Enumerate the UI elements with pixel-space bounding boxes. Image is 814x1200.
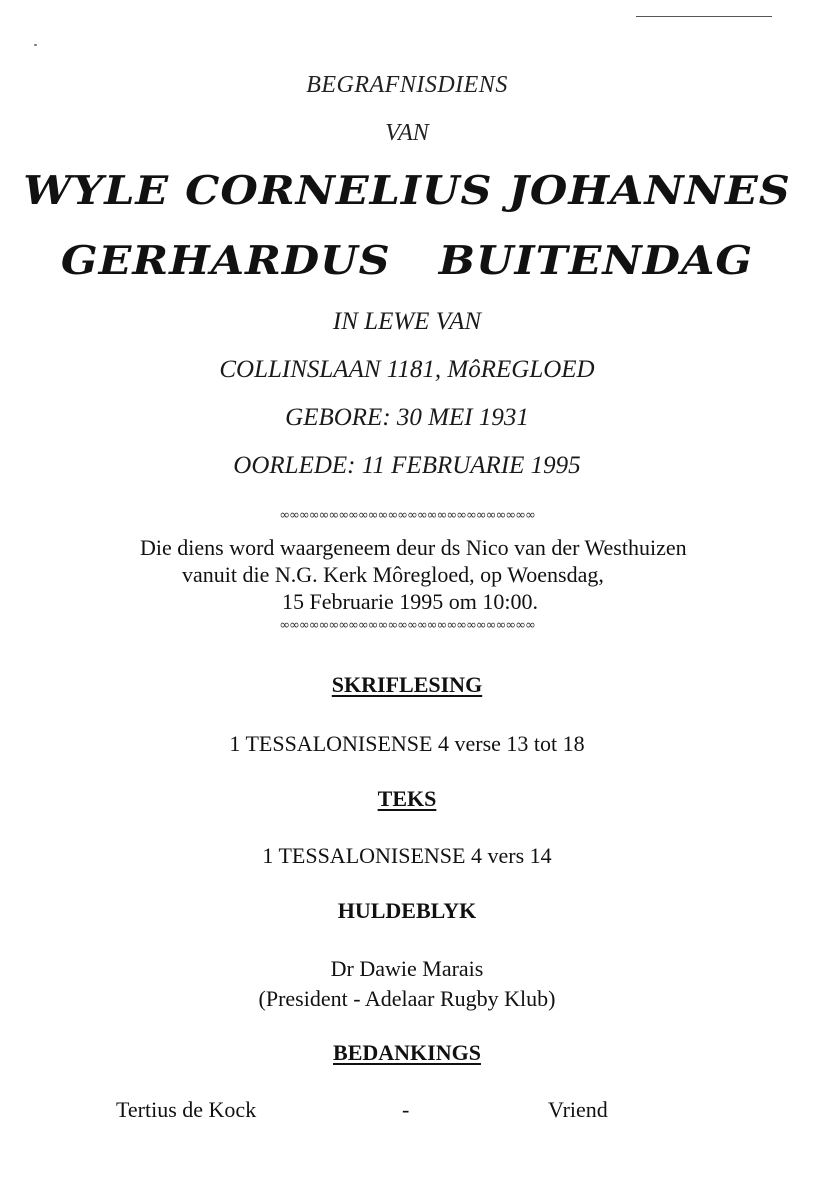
death-date: OORLEDE: 11 FEBRUARIE 1995 — [233, 452, 581, 479]
text-heading: TEKS — [377, 786, 437, 811]
scripture-heading: SKRIFLESING — [331, 672, 483, 697]
text-value: 1 TESSALONISENSE 4 vers 14 — [262, 843, 552, 868]
service-line: 15 Februarie 1995 om 10:00. — [282, 589, 539, 614]
service-details — [140, 534, 700, 615]
tribute-heading: HULDEBLYK — [337, 898, 477, 923]
in-life-of-label: IN LEWE VAN — [332, 308, 482, 335]
deceased-name-line2 — [0, 238, 814, 284]
thanks-heading: BEDANKINGS — [333, 1040, 481, 1065]
top-rule — [636, 16, 772, 17]
deceased-name-line1: WYLE CORNELIUS JOHANNES — [23, 168, 791, 214]
service-line: vanuit die N.G. Kerk Môregloed, op Woensdag, — [182, 562, 604, 587]
program-title: BEGRAFNISDIENS — [306, 72, 508, 98]
thanks-separator: - — [402, 1097, 410, 1122]
thanks-name: Tertius de Kock — [116, 1097, 257, 1122]
service-line: Die diens word waargeneem deur ds Nico van der Westhuizen — [140, 535, 687, 560]
ornament-divider: ∞∞∞∞∞∞∞∞∞∞∞∞∞∞∞∞∞∞∞∞∞∞∞∞∞∞ — [279, 508, 535, 523]
tribute-name: Dr Dawie Marais — [330, 956, 484, 981]
program-subtitle: VAN — [385, 120, 429, 146]
birth-date: GEBORE: 30 MEI 1931 — [285, 404, 529, 431]
deceased-name-first: GERHARDUS — [60, 238, 391, 284]
address: COLLINSLAAN 1181, MôREGLOED — [219, 356, 595, 383]
deceased-name-last: BUITENDAG — [438, 238, 754, 284]
tribute-role: (President - Adelaar Rugby Klub) — [258, 986, 556, 1011]
ornament-divider: ∞∞∞∞∞∞∞∞∞∞∞∞∞∞∞∞∞∞∞∞∞∞∞∞∞∞ — [279, 618, 535, 633]
scan-speck — [34, 44, 37, 46]
scripture-text: 1 TESSALONISENSE 4 verse 13 tot 18 — [229, 731, 585, 756]
thanks-relation: Vriend — [548, 1097, 608, 1122]
